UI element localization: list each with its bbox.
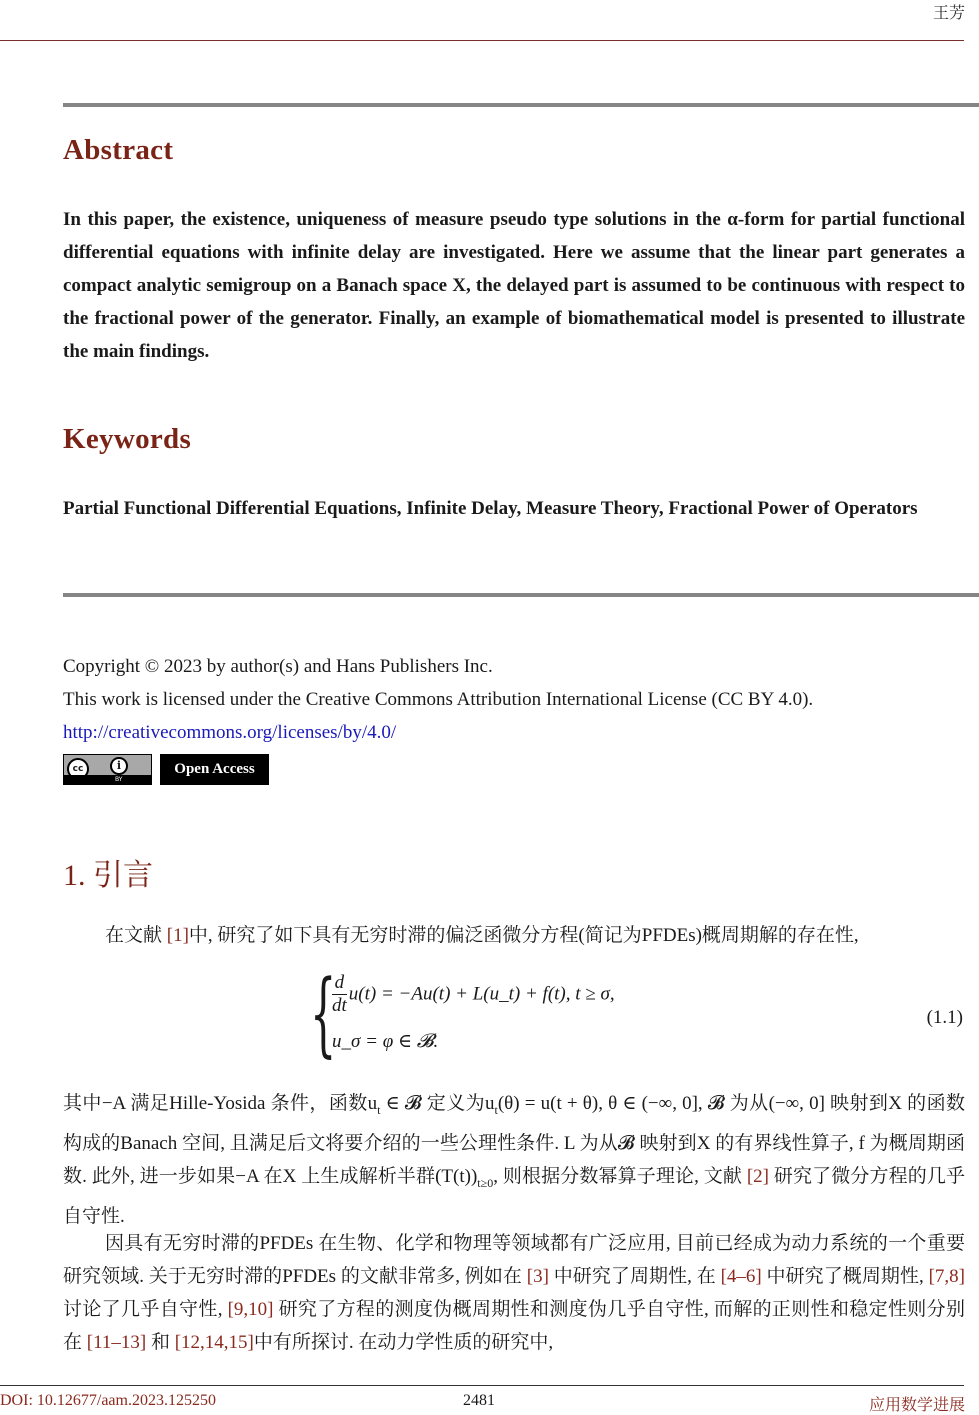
- text: 研究了微分方程的几乎自守性.: [63, 1165, 965, 1227]
- text: 在文献: [105, 925, 167, 946]
- bottom-divider: [63, 593, 979, 597]
- equation-brace: {: [310, 960, 337, 1067]
- subscript: t: [377, 1102, 381, 1117]
- license-link[interactable]: http://creativecommons.org/licenses/by/4.0/: [63, 722, 397, 743]
- abstract-text: In this paper, the existence, uniqueness of measure pseudo type solutions in the α-form for partial functional differential equations with infinite delay are investigated. Here we assume that the linear part generates a compact analytic semigroup on a Banach space X, the delayed part is assumed to be continuous with respect to the fractional power of the generator. Finally, an example of biomathematical model is presented to illustrate the main findings.: [63, 209, 965, 362]
- open-access-badge[interactable]: Open Access: [160, 754, 269, 785]
- attribution-icon: i: [110, 757, 128, 775]
- keywords-heading: Keywords: [63, 423, 192, 455]
- subscript: t≥0: [477, 1175, 494, 1190]
- citation-link[interactable]: [11–13]: [86, 1332, 147, 1353]
- text: , 则根据分数幂算子理论, 文献: [493, 1165, 747, 1187]
- equation-number: (1.1): [926, 1007, 963, 1028]
- equation-1-1: [310, 960, 730, 1067]
- text: 和: [146, 1332, 175, 1353]
- header-rule: [0, 40, 964, 41]
- fraction-denominator: dt: [332, 995, 347, 1016]
- page-number: 2481: [463, 1392, 495, 1409]
- section-number: 1.: [63, 859, 86, 892]
- intro-paragraph-1: [63, 919, 965, 952]
- cc-badge-bar: [64, 775, 151, 784]
- text: ∈ 𝓑 定义为u: [380, 1093, 495, 1114]
- subscript: t: [494, 1102, 498, 1117]
- text: 因具有无穷时滞的PFDEs 在生物、化学和物理等领域都有广泛应用, 目前已经成为动力系统的一个重要研究领域. 关于无穷时滞的PFDEs 的文献非常多, 例如在: [63, 1233, 965, 1287]
- citation-link[interactable]: [7,8]: [928, 1266, 965, 1287]
- fraction-numerator: d: [332, 972, 347, 995]
- text: 中研究了周期性, 在: [548, 1266, 721, 1287]
- section-title: 引言: [93, 858, 153, 893]
- citation-link[interactable]: [3]: [526, 1266, 549, 1287]
- equation-line-1-text: u(t) = −Au(t) + L(u_t) + f(t), t ≥ σ,: [348, 983, 615, 1005]
- text: 中研究了概周期性,: [761, 1266, 929, 1287]
- top-divider: [63, 103, 979, 107]
- derivative-fraction: [332, 972, 347, 1017]
- abstract-heading: Abstract: [63, 134, 174, 166]
- citation-link[interactable]: [9,10]: [227, 1299, 274, 1320]
- license-url-line: [63, 716, 396, 749]
- equation-line-2: u_σ = φ ∈ 𝓑.: [332, 1031, 439, 1052]
- cc-by-badge[interactable]: [63, 754, 152, 785]
- text: 研究了方程的测度伪概周期性和测度伪几乎自守性, 而解的正则性和稳定性则分别在: [63, 1299, 965, 1353]
- journal-name-link[interactable]: 应用数学进展: [868, 1395, 965, 1414]
- keywords-text: Partial Functional Differential Equations, Infinite Delay, Measure Theory, Fractional Power of Operators: [63, 498, 918, 519]
- citation-link[interactable]: [1]: [166, 925, 189, 946]
- text: 中, 研究了如下具有无穷时滞的偏泛函微分方程(简记为PFDEs)概周期解的存在性,: [188, 925, 859, 946]
- cc-by-label: BY: [115, 776, 123, 783]
- license-statement: This work is licensed under the Creative Commons Attribution International License (CC BY 4.0).: [63, 689, 814, 710]
- cc-icon: cc: [67, 758, 89, 780]
- text: 中有所探讨. 在动力学性质的研究中,: [253, 1332, 554, 1353]
- citation-link[interactable]: [4–6]: [720, 1266, 762, 1287]
- doi-link[interactable]: DOI: 10.12677/aam.2023.125250: [0, 1392, 216, 1409]
- equation-line-1: [332, 972, 615, 1017]
- citation-link[interactable]: [12,14,15]: [174, 1332, 254, 1353]
- intro-paragraph-2: [63, 1087, 965, 1233]
- intro-paragraph-3: [63, 1227, 965, 1359]
- header-author: 王芳: [932, 5, 965, 22]
- section-1-heading: [63, 850, 153, 894]
- text: 其中−A 满足Hille-Yosida 条件，函数u: [63, 1093, 378, 1114]
- footer-rule: [0, 1385, 964, 1386]
- copyright-line: Copyright © 2023 by author(s) and Hans Publishers Inc.: [63, 656, 493, 677]
- text: 讨论了几乎自守性,: [63, 1299, 228, 1320]
- text: (θ) = u(t + θ), θ ∈ (−∞, 0], 𝓑 为从(−∞, 0] 映射到X 的函数构成的Banach 空间, 且满足后文将要介绍的一些公理性条件. L 为从𝓑 映射到X 的有界线性算子, f 为概周期函数. 此外, 进一步如果−A 在X 上生成解析半群(T(t)): [63, 1093, 965, 1187]
- citation-link[interactable]: [2]: [746, 1165, 769, 1187]
